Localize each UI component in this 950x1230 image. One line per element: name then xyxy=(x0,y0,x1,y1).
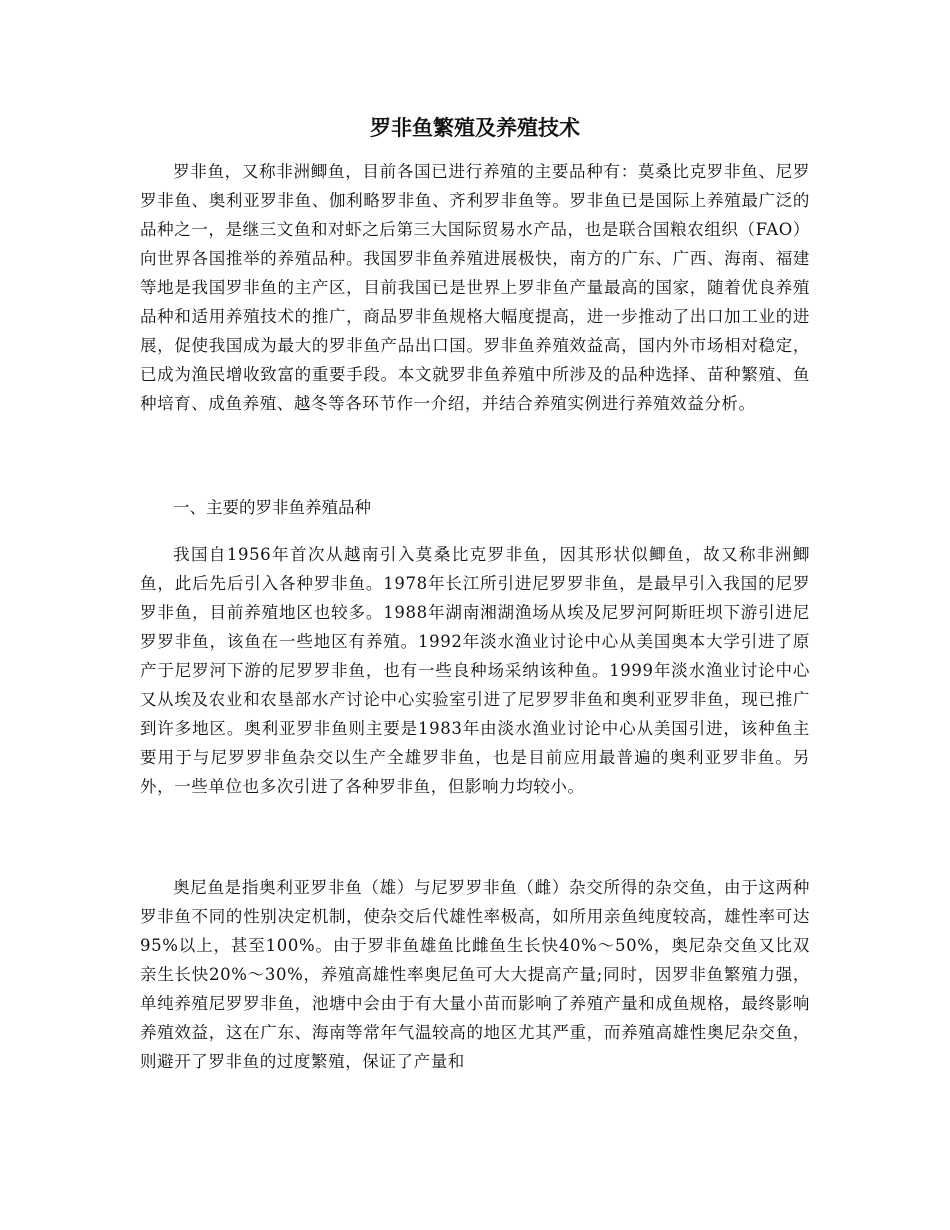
intro-paragraph: 罗非鱼，又称非洲鲫鱼，目前各国已进行养殖的主要品种有：莫桑比克罗非鱼、尼罗罗非鱼、奥利亚罗非鱼、伽利略罗非鱼、齐利罗非鱼等。罗非鱼已是国际上养殖最广泛的品种之一，是继三文鱼和对虾之后第三大国际贸易水产品，也是联合国粮农组织（FAO）向世界各国推举的养殖品种。我国罗非鱼养殖进展极快，南方的广东、广西、海南、福建等地是我国罗非鱼的主产区，目前我国已是世界上罗非鱼产量最高的国家，随着优良养殖品种和适用养殖技术的推广，商品罗非鱼规格大幅度提高，进一步推动了出口加工业的进展，促使我国成为最大的罗非鱼产品出口国。罗非鱼养殖效益高，国内外市场相对稳定，已成为渔民增收致富的重要手段。本文就罗非鱼养殖中所涉及的品种选择、苗种繁殖、鱼种培育、成鱼养殖、越冬等各环节作一介绍，并结合养殖实例进行养殖效益分析。 xyxy=(140,162,810,413)
section-heading: 一、主要的罗非鱼养殖品种 xyxy=(173,498,371,517)
history-paragraph: 我国自1956年首次从越南引入莫桑比克罗非鱼，因其形状似鲫鱼，故又称非洲鲫鱼，此后先后引入各种罗非鱼。1978年长江所引进尼罗罗非鱼，是最早引入我国的尼罗罗非鱼，目前养殖地区也较多。1988年湖南湘湖渔场从埃及尼罗河阿斯旺坝下游引进尼罗罗非鱼，该鱼在一些地区有养殖。1992年淡水渔业讨论中心从美国奥本大学引进了原产于尼罗河下游的尼罗罗非鱼，也有一些良种场采纳该种鱼。1999年淡水渔业讨论中心又从埃及农业和农垦部水产讨论中心实验室引进了尼罗罗非鱼和奥利亚罗非鱼，现已推广到许多地区。奥利亚罗非鱼则主要是1983年由淡水渔业讨论中心从美国引进，该种鱼主要用于与尼罗罗非鱼杂交以生产全雄罗非鱼，也是目前应用最普遍的奥利亚罗非鱼。另外，一些单位也多次引进了各种罗非鱼，但影响力均较小。 xyxy=(140,545,810,796)
document-title: 罗非鱼繁殖及养殖技术 xyxy=(370,116,580,140)
hybrid-paragraph: 奥尼鱼是指奥利亚罗非鱼（雄）与尼罗罗非鱼（雌）杂交所得的杂交鱼，由于这两种罗非鱼不同的性别决定机制，使杂交后代雄性率极高，如所用亲鱼纯度较高，雄性率可达95%以上，甚至100%。由于罗非鱼雄鱼比雌鱼生长快40%～50%，奥尼杂交鱼又比双亲生长快20%～30%，养殖高雄性率奥尼鱼可大大提高产量;同时，因罗非鱼繁殖力强，单纯养殖尼罗罗非鱼，池塘中会由于有大量小苗而影响了养殖产量和成鱼规格，最终影响养殖效益，这在广东、海南等常年气温较高的地区尤其严重，而养殖高雄性奥尼杂交鱼，则避开了罗非鱼的过度繁殖，保证了产量和 xyxy=(140,878,810,1071)
